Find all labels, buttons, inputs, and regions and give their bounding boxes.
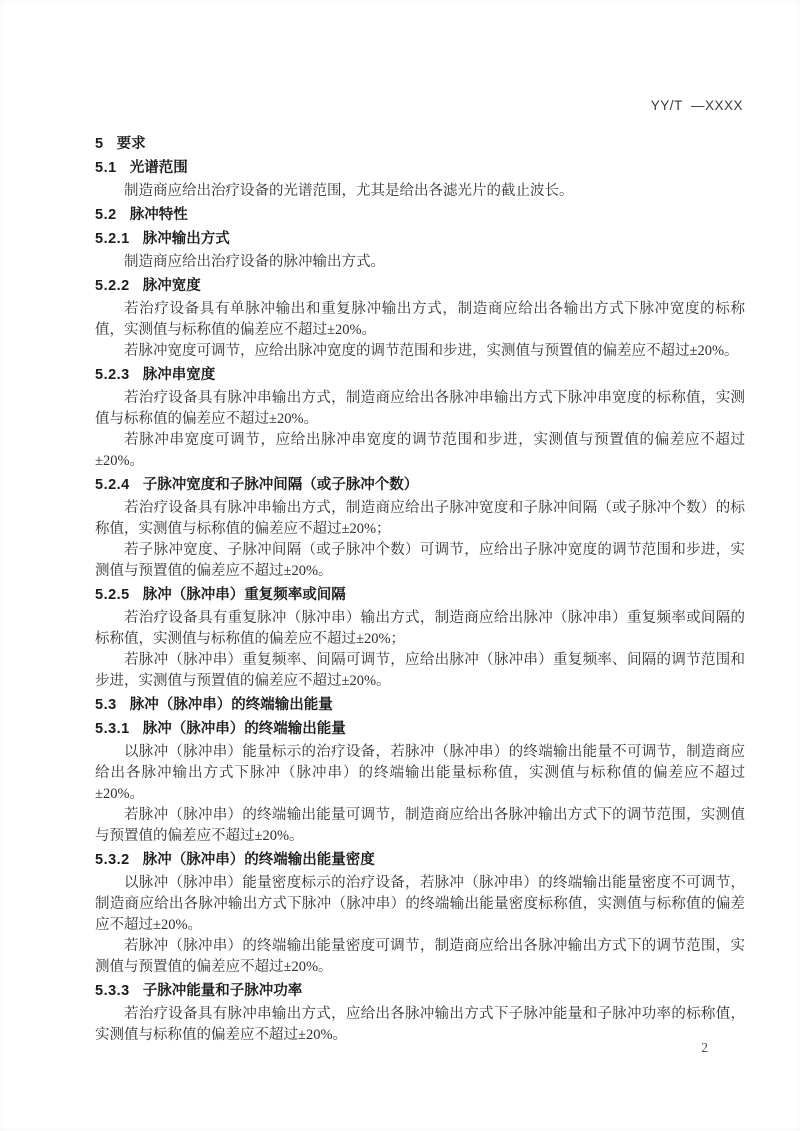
section-number: 5.2.5 [95, 587, 130, 603]
section-number: 5.2.2 [95, 278, 130, 294]
section-title: 光谱范围 [129, 160, 188, 176]
section-heading [95, 719, 745, 740]
paragraph: 若治疗设备具有脉冲串输出方式，应给出各脉冲输出方式下子脉冲能量和子脉冲功率的标称值，实测值与标称值的偏差应不超过±20%。 [95, 1006, 745, 1043]
section-number: 5 [95, 136, 104, 152]
paragraph: 若脉冲（脉冲串）的终端输出能量密度可调节，制造商应给出各脉冲输出方式下的调节范围，实测值与预置值的偏差应不超过±20%。 [95, 938, 745, 975]
paragraph: 以脉冲（脉冲串）能量密度标示的治疗设备，若脉冲（脉冲串）的终端输出能量密度不可调节，制造商应给出各脉冲输出方式下脉冲（脉冲串）的终端输出能量密度标称值，实测值与标称值的偏差应不超过±20%。 [95, 875, 745, 933]
doc-number-header: YY/T —XXXX [650, 98, 743, 113]
section-title: 要求 [116, 136, 146, 152]
section-title: 脉冲宽度 [142, 278, 201, 294]
section-number: 5.1 [95, 160, 117, 176]
section-number: 5.2.3 [95, 367, 130, 383]
paragraph: 若脉冲宽度可调节，应给出脉冲宽度的调节范围和步进，实测值与预置值的偏差应不超过±20%。 [124, 343, 739, 359]
section-heading [95, 850, 745, 871]
section-heading [95, 475, 745, 496]
section-heading [95, 205, 745, 226]
section-heading [95, 365, 745, 386]
section-heading [95, 585, 745, 606]
paragraph: 制造商应给出治疗设备的光谱范围，尤其是给出各滤光片的截止波长。 [124, 183, 574, 199]
paragraph: 制造商应给出治疗设备的脉冲输出方式。 [124, 254, 385, 270]
section-title: 子脉冲能量和子脉冲功率 [142, 983, 303, 999]
section-heading [95, 276, 745, 297]
paragraph: 若治疗设备具有脉冲串输出方式，制造商应给出子脉冲宽度和子脉冲间隔（或子脉冲个数）的标称值，实测值与标称值的偏差应不超过±20%； [95, 500, 745, 537]
section-title: 脉冲（脉冲串）的终端输出能量密度 [142, 852, 375, 868]
section-number: 5.2.4 [95, 477, 130, 493]
paragraph: 若脉冲（脉冲串）的终端输出能量可调节，制造商应给出各脉冲输出方式下的调节范围，实测值与预置值的偏差应不超过±20%。 [95, 807, 745, 844]
section-number: 5.3.2 [95, 852, 130, 868]
paragraph: 若治疗设备具有重复脉冲（脉冲串）输出方式，制造商应给出脉冲（脉冲串）重复频率或间隔的标称值，实测值与标称值的偏差应不超过±20%； [95, 610, 745, 647]
document-body [95, 134, 745, 1046]
section-title: 子脉冲宽度和子脉冲间隔（或子脉冲个数） [142, 477, 419, 493]
paragraph: 若治疗设备具有脉冲串输出方式，制造商应给出各脉冲串输出方式下脉冲串宽度的标称值，实测值与标称值的偏差应不超过±20%。 [95, 390, 745, 427]
section-title: 脉冲特性 [129, 207, 188, 223]
section-heading [95, 981, 745, 1002]
section-number: 5.3 [95, 697, 117, 713]
section-title: 脉冲（脉冲串）的终端输出能量 [142, 721, 346, 737]
section-heading [95, 134, 745, 155]
section-number: 5.2.1 [95, 231, 130, 247]
paragraph: 若脉冲串宽度可调节，应给出脉冲串宽度的调节范围和步进，实测值与预置值的偏差应不超过±20%。 [95, 432, 745, 469]
paragraph: 若子脉冲宽度、子脉冲间隔（或子脉冲个数）可调节，应给出子脉冲宽度的调节范围和步进，实测值与预置值的偏差应不超过±20%。 [95, 542, 745, 579]
section-title: 脉冲输出方式 [142, 231, 230, 247]
section-number: 5.2 [95, 207, 117, 223]
section-heading [95, 158, 745, 179]
paragraph: 若治疗设备具有单脉冲输出和重复脉冲输出方式，制造商应给出各输出方式下脉冲宽度的标称值，实测值与标称值的偏差应不超过±20%。 [95, 301, 745, 338]
section-heading [95, 695, 745, 716]
section-title: 脉冲串宽度 [142, 367, 216, 383]
section-heading [95, 229, 745, 250]
section-number: 5.3.1 [95, 721, 130, 737]
section-number: 5.3.3 [95, 983, 130, 999]
section-title: 脉冲（脉冲串）重复频率或间隔 [142, 587, 346, 603]
section-title: 脉冲（脉冲串）的终端输出能量 [129, 697, 333, 713]
document-content [95, 98, 745, 1046]
paragraph: 以脉冲（脉冲串）能量标示的治疗设备，若脉冲（脉冲串）的终端输出能量不可调节，制造商应给出各脉冲输出方式下脉冲（脉冲串）的终端输出能量标称值，实测值与标称值的偏差应不超过±20%。 [95, 744, 745, 802]
paragraph: 若脉冲（脉冲串）重复频率、间隔可调节，应给出脉冲（脉冲串）重复频率、间隔的调节范围和步进，实测值与预置值的偏差应不超过±20%。 [95, 652, 745, 689]
page-number: 2 [701, 1040, 708, 1055]
